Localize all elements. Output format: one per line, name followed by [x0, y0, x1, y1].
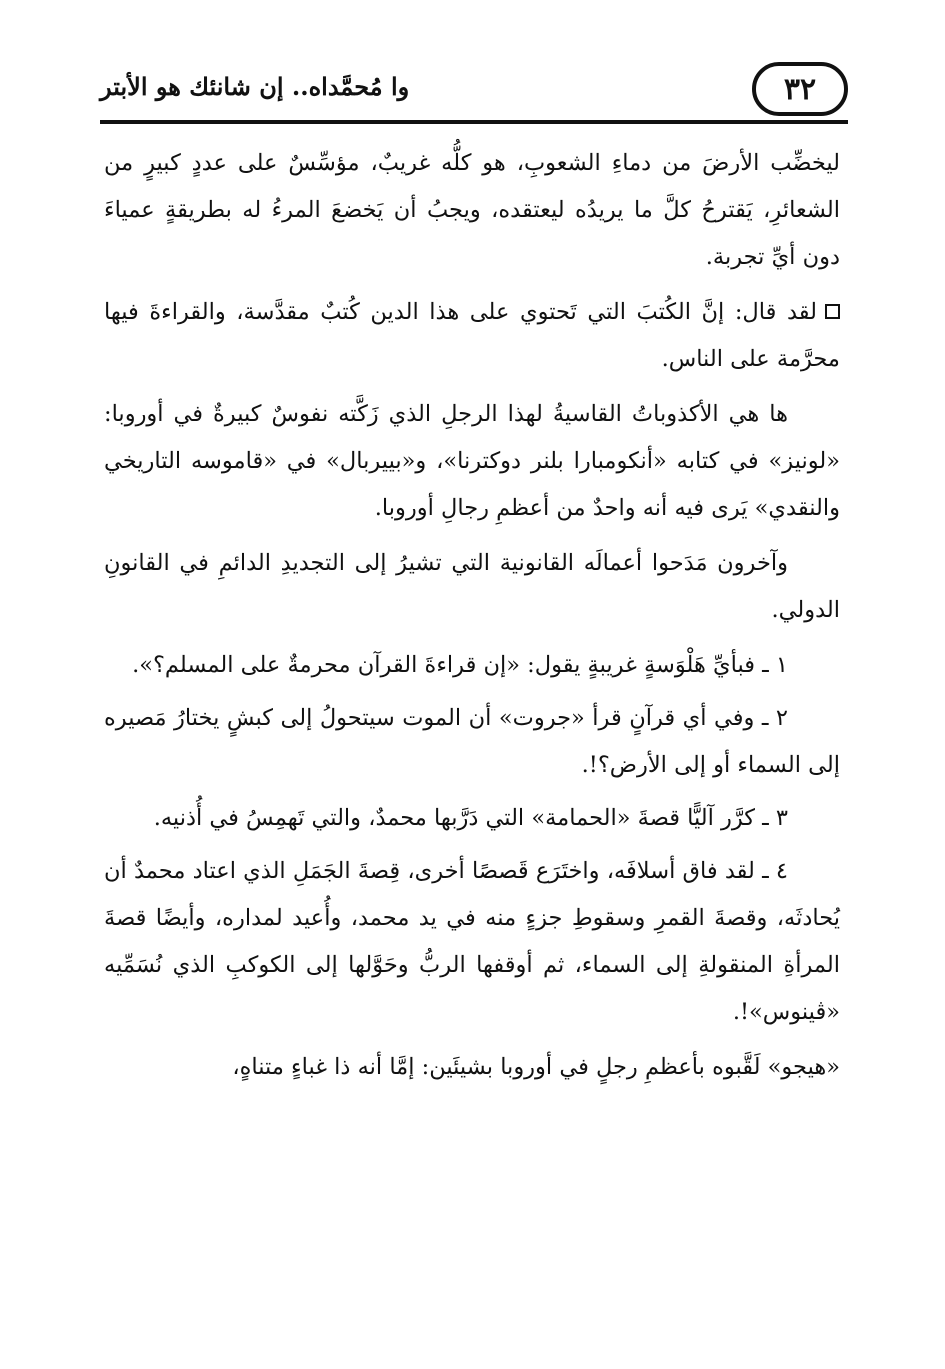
paragraph-continuation: ليخضِّب الأرضَ من دماءِ الشعوبِ، هو كلُّه غريبٌ، مؤسِّسٌ على عددٍ كبيرٍ من الشعائرِ، يَقترحُ كلَّ ما يريدُه ليعتقده، ويجبُ أن يَخضعَ المرءُ له بطريقةٍ عمياءَ دون أيِّ تجربة. [104, 150, 840, 270]
header-rule [100, 120, 848, 124]
paragraph-lies: ها هي الأكذوباتُ القاسيةُ لهذا الرجلِ الذي زَكَّته نفوسٌ كبيرةٌ في أوروبا: «لونيز» في كتابه «أنكومبارا بلنر دوكترنا»، و«بييربال» في «قاموسه التاريخي والنقدي» يَرى فيه أنه واحدٌ من أعظمِ رجالِ أوروبا. [104, 401, 840, 521]
paragraph-hugo: «هيجو» لَقَّبوه بأعظمِ رجلٍ في أوروبا بشيئَين: إمَّا أنه ذا غباءٍ متناهٍ، [232, 1054, 840, 1080]
list-item-1: ١ ـ فبأيِّ هَلْوَسةٍ غريبةٍ يقول: «إن قراءةَ القرآن محرمةٌ على المسلم؟». [132, 652, 788, 678]
running-title: وا مُحمَّداه.. إن شانئك هو الأبتر [100, 72, 410, 101]
page-header [100, 62, 848, 130]
paragraph-quote [104, 289, 840, 383]
list-item-2: ٢ ـ وفي أي قرآنٍ قرأ «جروت» أن الموت سيتحولُ إلى كبشٍ يختارُ مَصيره إلى السماء أو إلى الأرض؟!. [104, 705, 840, 778]
page-number: ٣٢ [752, 62, 848, 116]
paragraph-others: وآخرون مَدَحوا أعمالَه القانونية التي تشيرُ إلى التجديدِ الدائمِ في القانونِ الدولي. [104, 550, 840, 623]
list-item-4: ٤ ـ لقد فاق أسلافَه، واختَرَع قَصصًا أخرى، قِصةَ الجَمَلِ الذي اعتاد محمدٌ أن يُحادثَه، وقصةَ القمرِ وسقوطِ جزءٍ منه في يد محمد، وأُعيد لمداره، وأيضًا قصةَ المرأةِ المنقولةِ إلى السماء، ثم أوقفها الربُّ وحَوَّلها إلى الكوكبِ الذي نُسَمِّيه «ڤينوس»!. [104, 858, 840, 1025]
paragraph-quote-text: لقد قال: إنَّ الكُتبَ التي تَحتوي على هذا الدين كُتبٌ مقدَّسة، والقراءةَ فيها محرَّمة على الناس. [104, 299, 840, 372]
body-text [104, 140, 840, 1099]
list-item-3: ٣ ـ كرَّر آليًّا قصةَ «الحمامة» التي دَرَّبها محمدٌ، والتي تَهمِسُ في أُذنيه. [153, 805, 788, 831]
square-bullet-icon [825, 304, 840, 319]
